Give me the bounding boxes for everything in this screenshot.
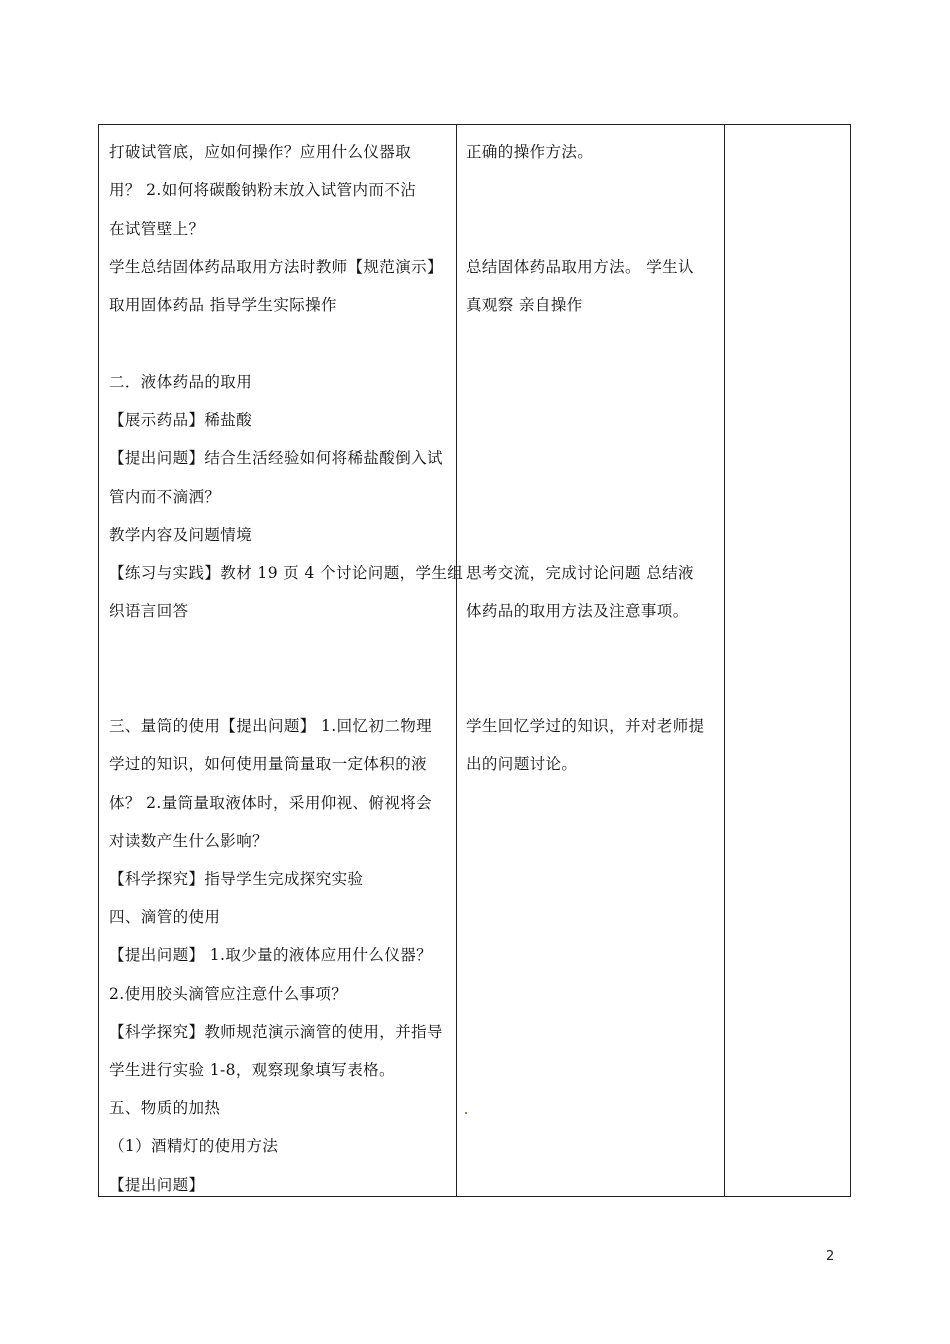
text-line: 管内而不滴洒？: [109, 488, 221, 506]
section-heading: 三、量筒的使用【提出问题】 1.回忆初二物理: [109, 717, 433, 735]
text-line: 出的问题讨论。: [466, 755, 578, 773]
text-line: 织语言回答: [109, 602, 189, 620]
text-line: 在试管壁上？: [109, 220, 205, 238]
text-line: 体药品的取用方法及注意事项。: [466, 602, 689, 620]
text-line: 【练习与实践】教材 19 页 4 个讨论问题，学生组: [109, 564, 464, 582]
text-line: 对读数产生什么影响？: [109, 832, 269, 850]
text-line: 学生进行实验 1-8，观察现象填写表格。: [109, 1061, 395, 1079]
stray-mark: [465, 1112, 467, 1114]
text-line: 【科学探究】教师规范演示滴管的使用，并指导: [109, 1023, 443, 1041]
teaching-content-column: [99, 125, 464, 1196]
text-line: 正确的操作方法。: [466, 143, 594, 161]
page-number: 2: [826, 1249, 835, 1264]
text-line: 【提出问题】 1.取少量的液体应用什么仪器？: [109, 946, 433, 964]
notes-column: [725, 125, 850, 1196]
text-line: 【展示药品】稀盐酸: [109, 411, 253, 429]
text-line: 体？ 2.量筒量取液体时，采用仰视、俯视将会: [109, 794, 433, 812]
text-line: 取用固体药品 指导学生实际操作: [109, 296, 337, 314]
text-line: 2.使用胶头滴管应注意什么事项？: [109, 985, 348, 1003]
section-heading: 五、物质的加热: [109, 1099, 221, 1117]
text-line: 真观察 亲自操作: [466, 296, 583, 314]
text-line: 教学内容及问题情境: [109, 526, 253, 544]
lesson-table: [98, 124, 851, 1197]
student-activity-column: [457, 125, 725, 1196]
text-line: 【提出问题】结合生活经验如何将稀盐酸倒入试: [109, 449, 443, 467]
text-line: 思考交流，完成讨论问题 总结液: [466, 564, 694, 582]
section-heading: 二．液体药品的取用: [109, 373, 253, 391]
text-line: 【科学探究】指导学生完成探究实验: [109, 870, 364, 888]
text-line: 打破试管底，应如何操作？应用什么仪器取: [109, 143, 412, 161]
section-heading: 四、滴管的使用: [109, 908, 221, 926]
text-line: 用？ 2.如何将碳酸钠粉末放入试管内而不沾: [109, 181, 417, 199]
text-line: 学过的知识，如何使用量筒量取一定体积的液: [109, 755, 428, 773]
text-line: 学生回忆学过的知识，并对老师提: [466, 717, 705, 735]
text-line: （1）酒精灯的使用方法: [109, 1137, 279, 1155]
text-line: 总结固体药品取用方法。 学生认: [466, 258, 694, 276]
text-line: 学生总结固体药品取用方法时教师【规范演示】: [109, 258, 443, 276]
text-line: 【提出问题】: [109, 1176, 205, 1194]
